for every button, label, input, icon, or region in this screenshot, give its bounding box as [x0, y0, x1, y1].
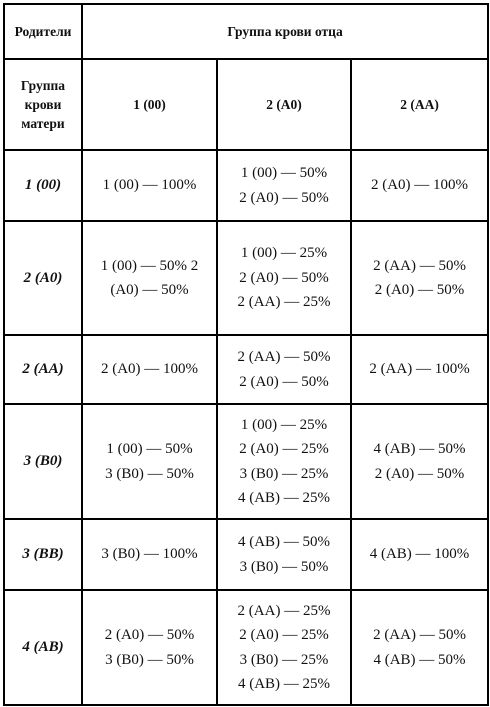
table-cell [217, 404, 351, 519]
table-cell [351, 150, 488, 221]
table-cell [217, 519, 351, 590]
header-row-1 [4, 4, 488, 59]
father-column-header: 1 (00) [82, 59, 217, 150]
blood-group-table-container [3, 3, 489, 706]
cell-line: 3 (В0) — 50% [105, 465, 194, 482]
table-cell [82, 404, 217, 519]
table-cell [217, 150, 351, 221]
table-row [4, 335, 488, 404]
table-cell [351, 519, 488, 590]
mother-header-line: крови [24, 97, 62, 112]
cell-line: 1 (00) — 50% 2 (А0) — 50% [100, 257, 199, 298]
cell-line: 3 (В0) — 25% [239, 465, 329, 482]
cell-line: 1 (00) — 50% [240, 165, 328, 181]
cell-line: 2 (АА) — 100% [369, 361, 470, 378]
cell-line: 2 (АА) — 50% [373, 257, 466, 274]
mother-group-header [4, 59, 82, 150]
cell-line: 4 (АВ) — 50% [373, 441, 466, 457]
table-cell [82, 150, 217, 221]
table-cell [217, 335, 351, 404]
cell-line: 2 (АА) — 25% [237, 602, 331, 619]
table-row [4, 150, 488, 221]
cell-line: 4 (АВ) — 25% [237, 490, 331, 506]
cell-line: 2 (А0) — 25% [239, 441, 329, 457]
father-column-header: 2 (АА) [351, 59, 488, 150]
cell-line: 2 (А0) — 50% [374, 465, 465, 482]
table-cell [351, 221, 488, 335]
cell-line: 1 (00) — 25% [240, 416, 328, 433]
cell-line: 1 (00) — 100% [102, 177, 197, 194]
table-cell [82, 590, 217, 705]
table-cell [82, 519, 217, 590]
cell-line: 4 (АВ) — 50% [237, 534, 331, 550]
cell-line: 2 (А0) — 25% [239, 627, 329, 643]
table-cell [82, 221, 217, 335]
cell-line: 2 (АА) — 50% [237, 349, 331, 365]
cell-line: 3 (В0) — 50% [105, 651, 194, 668]
cell-line: 4 (АВ) — 25% [237, 676, 331, 692]
cell-line: 2 (А0) — 50% [104, 627, 195, 643]
table-cell [351, 590, 488, 705]
cell-line: 3 (В0) — 50% [239, 558, 329, 575]
table-cell [351, 404, 488, 519]
cell-line: 2 (А0) — 50% [239, 373, 329, 390]
table-row [4, 404, 488, 519]
cell-line: 1 (00) — 25% [240, 245, 328, 262]
table-cell [82, 335, 217, 404]
table-cell [217, 590, 351, 705]
cell-line: 3 (В0) — 25% [239, 651, 329, 668]
table-row [4, 590, 488, 705]
table-row [4, 519, 488, 590]
cell-line: 2 (АА) — 25% [237, 294, 331, 311]
parents-header: Родители [4, 4, 82, 59]
father-column-header: 2 (А0) [217, 59, 351, 150]
cell-line: 2 (А0) — 50% [239, 269, 329, 286]
cell-line: 4 (АВ) — 100% [369, 546, 470, 563]
blood-group-inheritance-table [3, 3, 489, 706]
cell-line: 2 (А0) — 50% [374, 282, 465, 298]
cell-line: 3 (В0) — 100% [101, 546, 198, 563]
table-cell [217, 221, 351, 335]
mother-group-label: 2 (АА) [4, 335, 82, 404]
mother-group-label: 3 (В0) [4, 404, 82, 519]
cell-line: 2 (А0) — 50% [239, 189, 329, 206]
mother-header-line: матери [21, 116, 65, 131]
mother-header-line: Группа [20, 78, 66, 93]
cell-line: 2 (АА) — 50% [373, 627, 466, 643]
cell-line: 1 (00) — 50% [106, 441, 193, 457]
cell-line: 2 (А0) — 100% [370, 177, 469, 194]
mother-group-label: 1 (00) [4, 150, 82, 221]
table-row [4, 221, 488, 335]
table-cell [351, 335, 488, 404]
mother-group-label: 3 (ВВ) [4, 519, 82, 590]
mother-group-label: 4 (АВ) [4, 590, 82, 705]
cell-line: 2 (А0) — 100% [100, 361, 199, 378]
mother-group-label: 2 (А0) [4, 221, 82, 335]
father-group-header: Группа крови отца [82, 4, 488, 59]
cell-line: 4 (АВ) — 50% [373, 651, 466, 668]
header-row-2 [4, 59, 488, 150]
